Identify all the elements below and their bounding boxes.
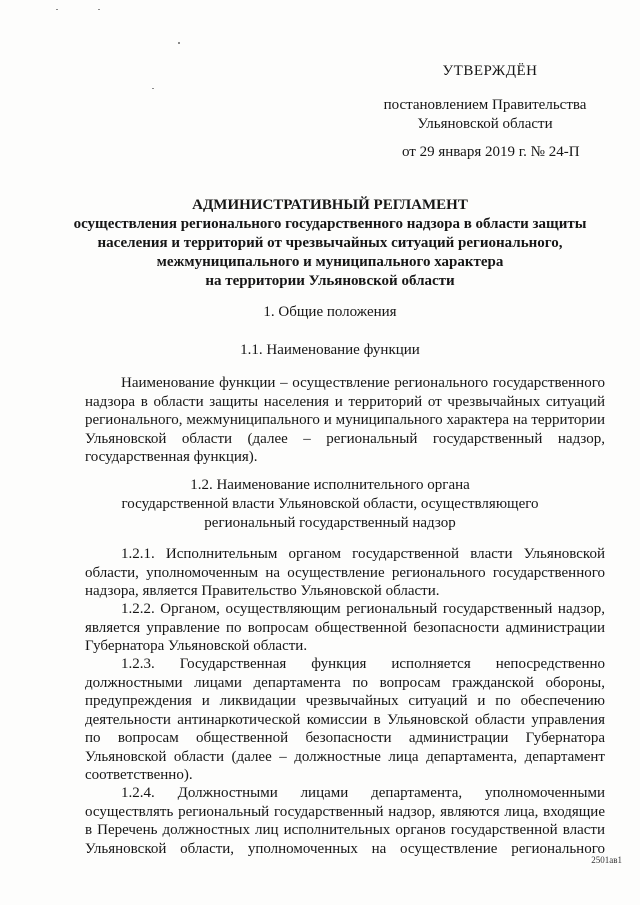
- title-line: населения и территорий от чрезвычайных ситуаций регионального,: [97, 235, 563, 251]
- paragraph-line: Ульяновской области, уполномоченных на осуществление регионального: [85, 840, 605, 857]
- paragraph-line: 1.2.4. Должностными лицами департамента, уполномоченными: [121, 785, 605, 801]
- approval-date: от 29 января 2019 г. № 24-П: [402, 144, 580, 160]
- paragraph-line: предупреждения и ликвидации чрезвычайных ситуаций и по обеспечению: [85, 693, 605, 709]
- document-title: АДМИНИСТРАТИВНЫЙ РЕГЛАМЕНТ: [192, 197, 468, 213]
- section-heading-organ: государственной власти Ульяновской области, осуществляющего: [121, 496, 539, 512]
- approval-title: УТВЕРЖДЁН: [442, 63, 538, 79]
- paragraph-line: 1.2.3. Государственная функция исполняется непосредственно: [121, 656, 605, 672]
- title-line: межмуниципального и муниципального характера: [156, 254, 504, 270]
- scan-speck: [178, 42, 180, 44]
- section-heading-function-name: 1.1. Наименование функции: [240, 342, 420, 358]
- document-code: 2501ав1: [591, 855, 622, 865]
- approval-line-1: постановлением Правительства: [383, 97, 587, 113]
- paragraph-1-2-2: [85, 600, 605, 656]
- paragraph-function-name: [85, 374, 605, 467]
- paragraph-line: по вопросам общественной безопасности администрации Губернатора: [85, 730, 605, 746]
- paragraph-1-2-3: [85, 655, 605, 785]
- title-line: осуществления регионального государственного надзора в области защиты: [73, 216, 587, 232]
- paragraph-line: Ульяновской области (далее – региональный государственный надзор,: [85, 430, 605, 447]
- paragraph-1-2-4: [85, 784, 605, 858]
- paragraph-line: деятельности антинаркотической комиссии в Ульяновской области управления: [85, 711, 605, 728]
- paragraph-line: Ульяновской области (далее – должностные лица департамента, департамент: [85, 748, 605, 765]
- paragraph-line: области, уполномоченным на осуществление регионального государственного: [85, 564, 605, 581]
- paragraph-line: надзора, является Правительство Ульяновской области.: [85, 583, 440, 599]
- paragraph-line: регионального, межмуниципального и муниципального характера на территории: [85, 412, 605, 428]
- paragraph-line: 1.2.1. Исполнительным органом государственной власти Ульяновской: [121, 546, 605, 562]
- paragraph-line: в Перечень должностных лиц исполнительных органов государственной власти: [85, 822, 605, 838]
- paragraph-1-2-1: [85, 545, 605, 601]
- scan-speck: [98, 9, 100, 10]
- paragraph-line: является управление по вопросам общественной безопасности администрации: [85, 619, 605, 636]
- paragraph-line: надзора в области защиты населения и территорий от чрезвычайных ситуаций: [85, 393, 605, 410]
- paragraph-line: соответственно).: [85, 767, 193, 783]
- scan-speck: [56, 9, 58, 10]
- section-heading-general: 1. Общие положения: [263, 304, 397, 320]
- paragraph-line: осуществлять региональный государственный надзор, являются лица, входящие: [85, 803, 605, 820]
- paragraph-line: Губернатора Ульяновской области.: [85, 638, 308, 654]
- scan-speck: [152, 88, 154, 89]
- title-line: на территории Ульяновской области: [205, 273, 455, 289]
- paragraph-line: Наименование функции – осуществление регионального государственного: [121, 375, 605, 391]
- section-heading-organ: региональный государственный надзор: [204, 515, 456, 531]
- paragraph-line: должностными лицами департамента по вопросам гражданской обороны,: [85, 674, 605, 691]
- paragraph-line: 1.2.2. Органом, осуществляющим региональный государственный надзор,: [121, 601, 605, 617]
- paragraph-line: государственная функция).: [85, 449, 258, 465]
- section-heading-organ: 1.2. Наименование исполнительного органа: [190, 477, 470, 493]
- approval-line-2: Ульяновской области: [417, 116, 553, 132]
